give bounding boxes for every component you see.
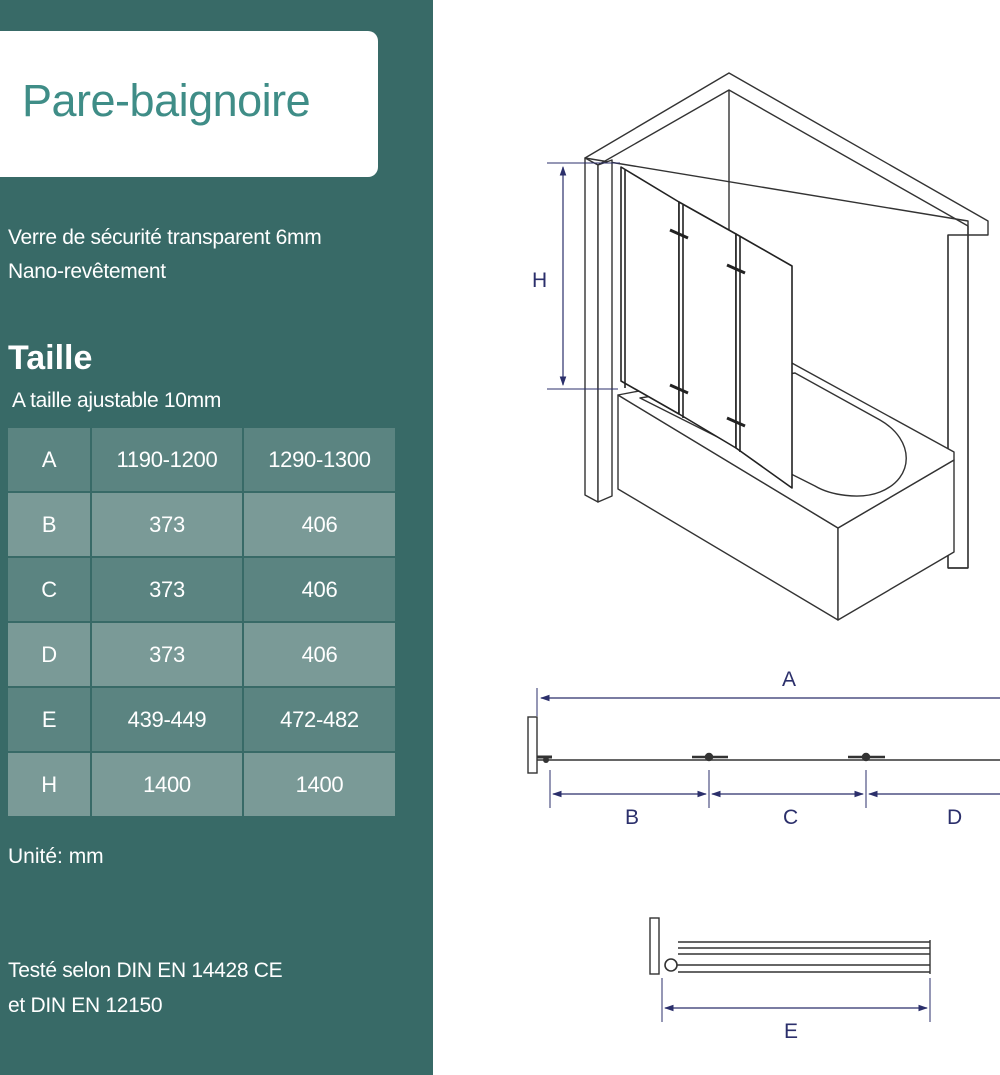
page-title: Pare-baignoire: [22, 75, 311, 126]
dim-label-e: E: [784, 1020, 799, 1043]
certification-line-2: et DIN EN 12150: [8, 994, 163, 1017]
table-row: [8, 623, 395, 686]
row-value: 406: [244, 493, 395, 556]
dim-label-h: H: [532, 269, 548, 292]
row-label: D: [8, 623, 90, 686]
table-row: [8, 558, 395, 621]
left-wall: [585, 158, 598, 502]
table-row: [8, 753, 395, 816]
top-view-folded: [650, 918, 930, 1043]
row-label: H: [8, 753, 90, 816]
row-label: C: [8, 558, 90, 621]
dim-label-c: C: [783, 806, 799, 829]
top-view-open: [528, 668, 1000, 829]
row-value: 1400: [244, 753, 395, 816]
bath-isometric-view: [585, 73, 988, 620]
row-value: 373: [92, 623, 242, 686]
feature-coating: Nano-revêtement: [8, 260, 166, 283]
row-value: 1190-1200: [92, 428, 242, 491]
row-value: 472-482: [244, 688, 395, 751]
row-value: 1290-1300: [244, 428, 395, 491]
dim-label-a: A: [782, 668, 797, 691]
row-value: 373: [92, 558, 242, 621]
row-label: B: [8, 493, 90, 556]
size-table: [6, 426, 397, 818]
left-wall-face: [598, 160, 612, 502]
row-label: E: [8, 688, 90, 751]
dim-label-b: B: [625, 806, 640, 829]
wall-profile: [528, 717, 537, 773]
hinge-2: [848, 754, 885, 760]
table-row: [8, 688, 395, 751]
wall-profile-folded: [650, 918, 659, 974]
row-label: A: [8, 428, 90, 491]
technical-drawing: [433, 0, 1000, 1075]
dim-label-d: D: [947, 806, 963, 829]
size-subtitle: A taille ajustable 10mm: [12, 389, 222, 412]
table-row: [8, 493, 395, 556]
row-value: 373: [92, 493, 242, 556]
feature-glass: Verre de sécurité transparent 6mm: [8, 226, 322, 249]
unit-note: Unité: mm: [8, 845, 104, 868]
row-value: 406: [244, 623, 395, 686]
table-row: [8, 428, 395, 491]
row-value: 439-449: [92, 688, 242, 751]
spec-panel: [0, 0, 433, 1075]
certification-line-1: Testé selon DIN EN 14428 CE: [8, 959, 283, 982]
row-value: 1400: [92, 753, 242, 816]
size-heading: Taille: [8, 339, 93, 377]
hinge-1: [692, 754, 728, 760]
row-value: 406: [244, 558, 395, 621]
